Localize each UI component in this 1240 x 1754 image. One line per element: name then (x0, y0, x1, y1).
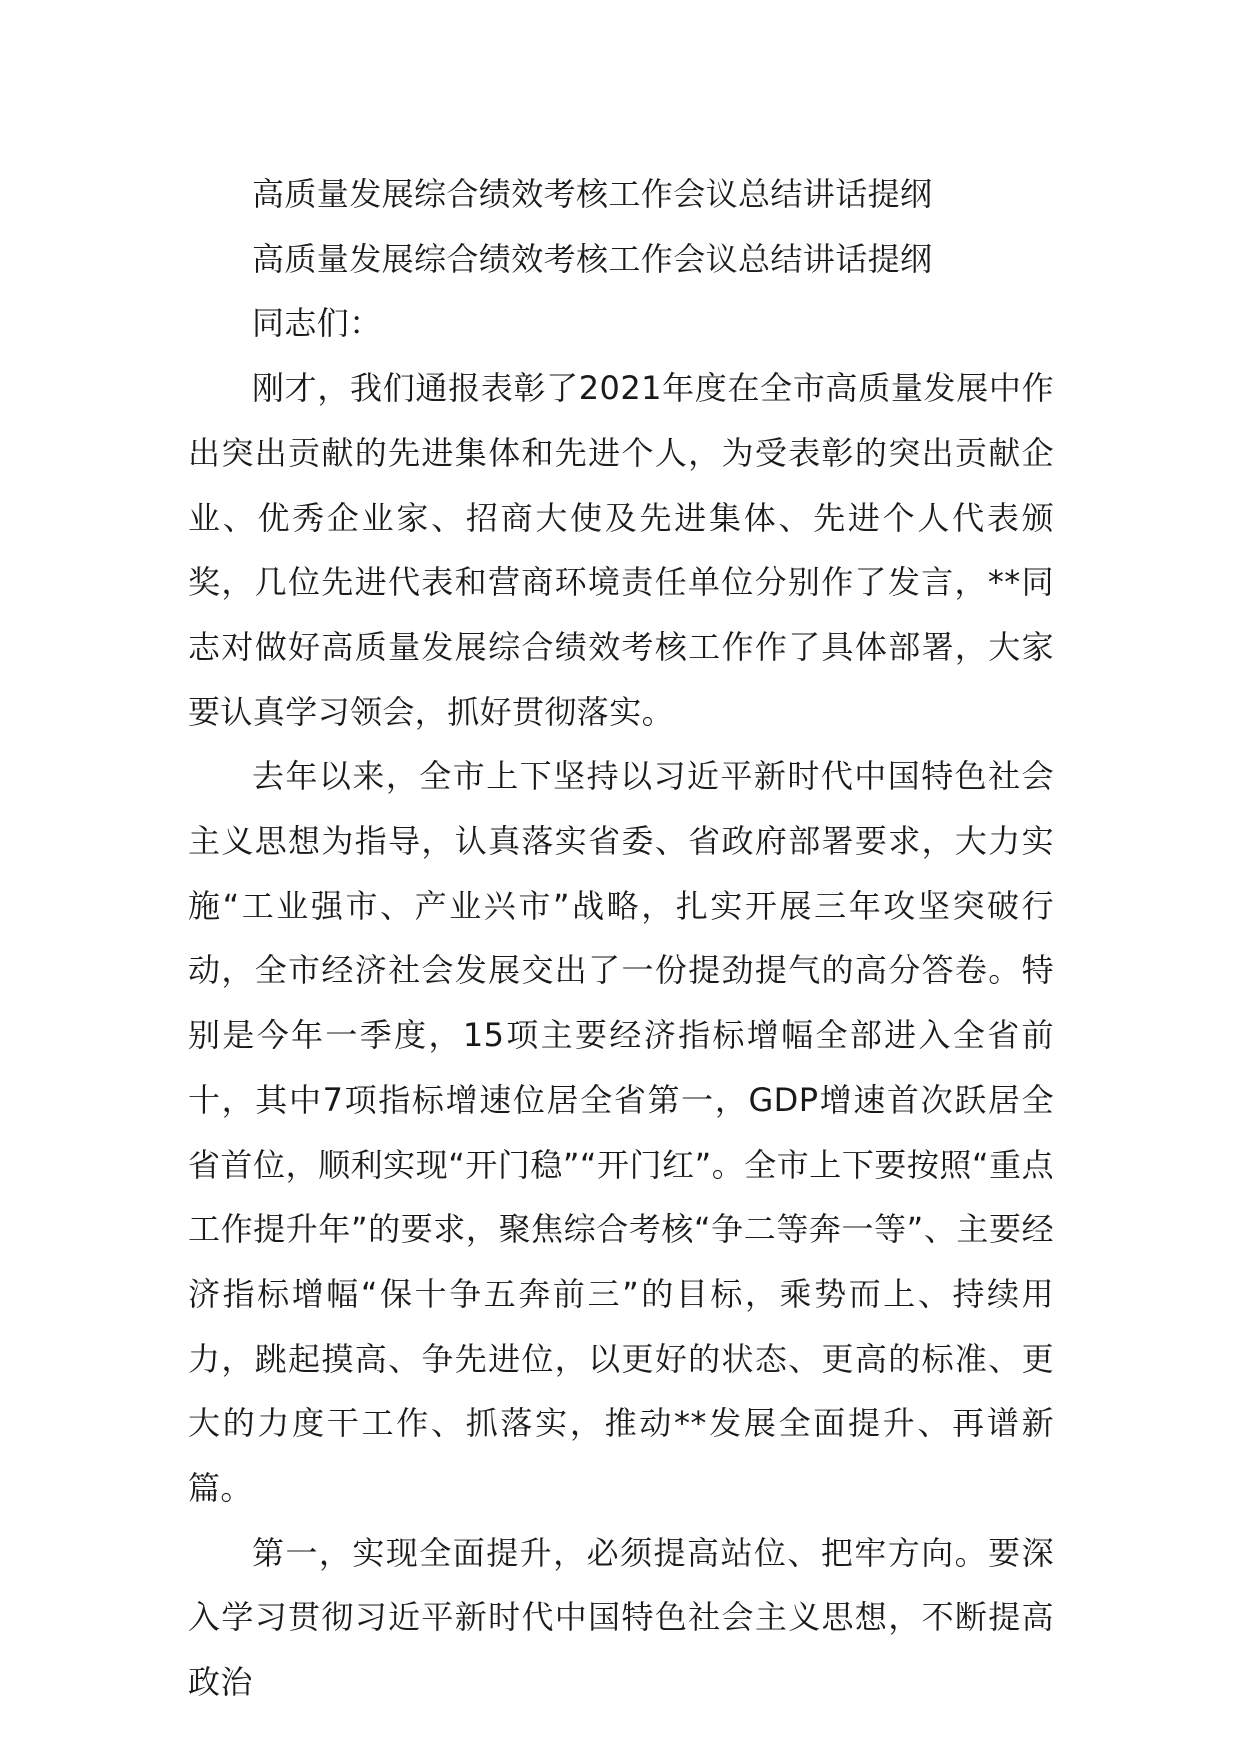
body-paragraph: 去年以来，全市上下坚持以习近平新时代中国特色社会主义思想为指导，认真落实省委、省政府部署要求，大力实施“工业强市、产业兴市”战略，扎实开展三年攻坚突破行动，全市经济社会发展交出了一份提劲提气的高分答卷。特别是今年一季度，15项主要经济指标增幅全部进入全省前十，其中7项指标增速位居全省第一，GDP增速首次跃居全省首位，顺利实现“开门稳”“开门红”。全市上下要按照“重点工作提升年”的要求，聚焦综合考核“争二等奔一等”、主要经济指标增幅“保十争五奔前三”的目标，乘势而上、持续用力，跳起摸高、争先进位，以更好的状态、更高的标准、更大的力度干工作、抓落实，推动**发展全面提升、再谱新篇。 (188, 757, 1054, 1508)
body-paragraph: 刚才，我们通报表彰了2021年度在全市高质量发展中作出突出贡献的先进集体和先进个人，为受表彰的突出贡献企业、优秀企业家、招商大使及先进集体、先进个人代表颁奖，几位先进代表和营商环境责任单位分别作了发言，**同志对做好高质量发展综合绩效考核工作作了具体部署，大家要认真学习领会，抓好贯彻落实。 (188, 369, 1054, 731)
body-paragraph: 第一，实现全面提升，必须提高站位、把牢方向。要深入学习贯彻习近平新时代中国特色社会主义思想，不断提高政治 (188, 1533, 1054, 1702)
document-body (188, 162, 1054, 1715)
document-title: 高质量发展综合绩效考核工作会议总结讲话提纲 (252, 175, 933, 213)
salutation: 同志们： (252, 304, 382, 343)
document-title-repeat: 高质量发展综合绩效考核工作会议总结讲话提纲 (252, 239, 933, 278)
